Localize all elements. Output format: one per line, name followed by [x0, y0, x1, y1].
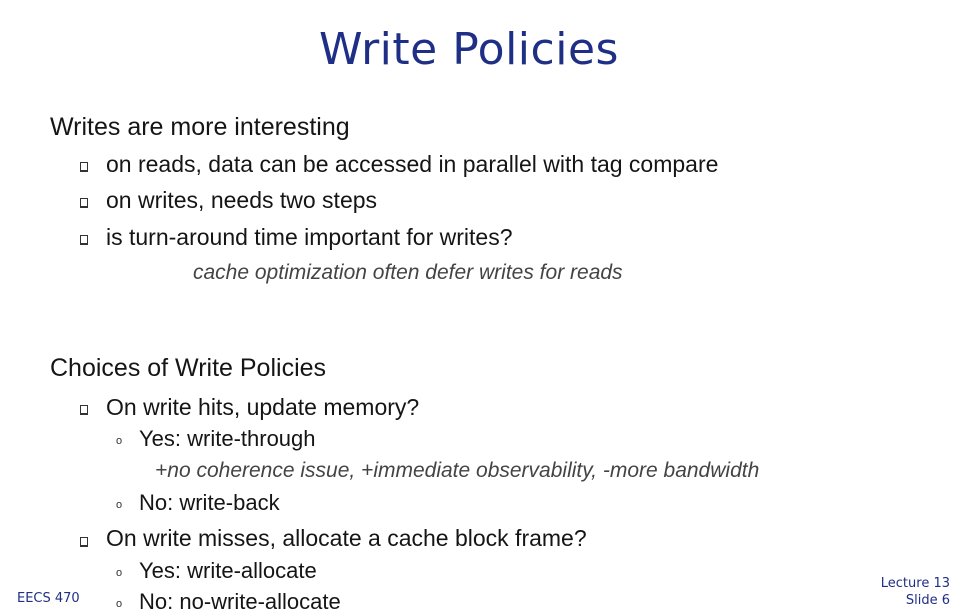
bullet-item: On write hits, update memory?: [106, 394, 420, 420]
sub-bullet-item: Yes: write-through: [139, 426, 316, 451]
square-bullet-icon: [80, 405, 88, 415]
italic-note: +no coherence issue, +immediate observability, -more bandwidth: [155, 459, 760, 482]
italic-note: cache optimization often defer writes for reads: [193, 261, 623, 284]
square-bullet-icon: [80, 537, 88, 547]
bullet-item: on reads, data can be accessed in parallel with tag compare: [106, 151, 719, 177]
circle-bullet-icon: o: [116, 499, 123, 511]
slide-number-block: [881, 575, 950, 609]
sub-bullet-item: Yes: write-allocate: [139, 558, 317, 583]
sub-bullet-item: No: write-back: [139, 490, 280, 515]
slide-label: Slide 6: [905, 593, 950, 608]
bullet-item: is turn-around time important for writes?: [106, 224, 513, 250]
section-heading-writes: Writes are more interesting: [50, 113, 350, 141]
bullet-item: on writes, needs two steps: [106, 187, 378, 213]
circle-bullet-icon: o: [116, 567, 123, 579]
circle-bullet-icon: o: [116, 435, 123, 447]
square-bullet-icon: [80, 198, 88, 208]
sub-bullet-item: No: no-write-allocate: [139, 589, 341, 614]
circle-bullet-icon: o: [116, 598, 123, 610]
bullet-item: On write misses, allocate a cache block frame?: [106, 525, 587, 551]
section-heading-choices: Choices of Write Policies: [50, 354, 327, 382]
lecture-label: Lecture 13: [880, 576, 950, 591]
square-bullet-icon: [80, 162, 88, 172]
slide-title: Write Policies: [319, 24, 619, 75]
course-label: EECS 470: [17, 591, 80, 606]
square-bullet-icon: [80, 235, 88, 245]
